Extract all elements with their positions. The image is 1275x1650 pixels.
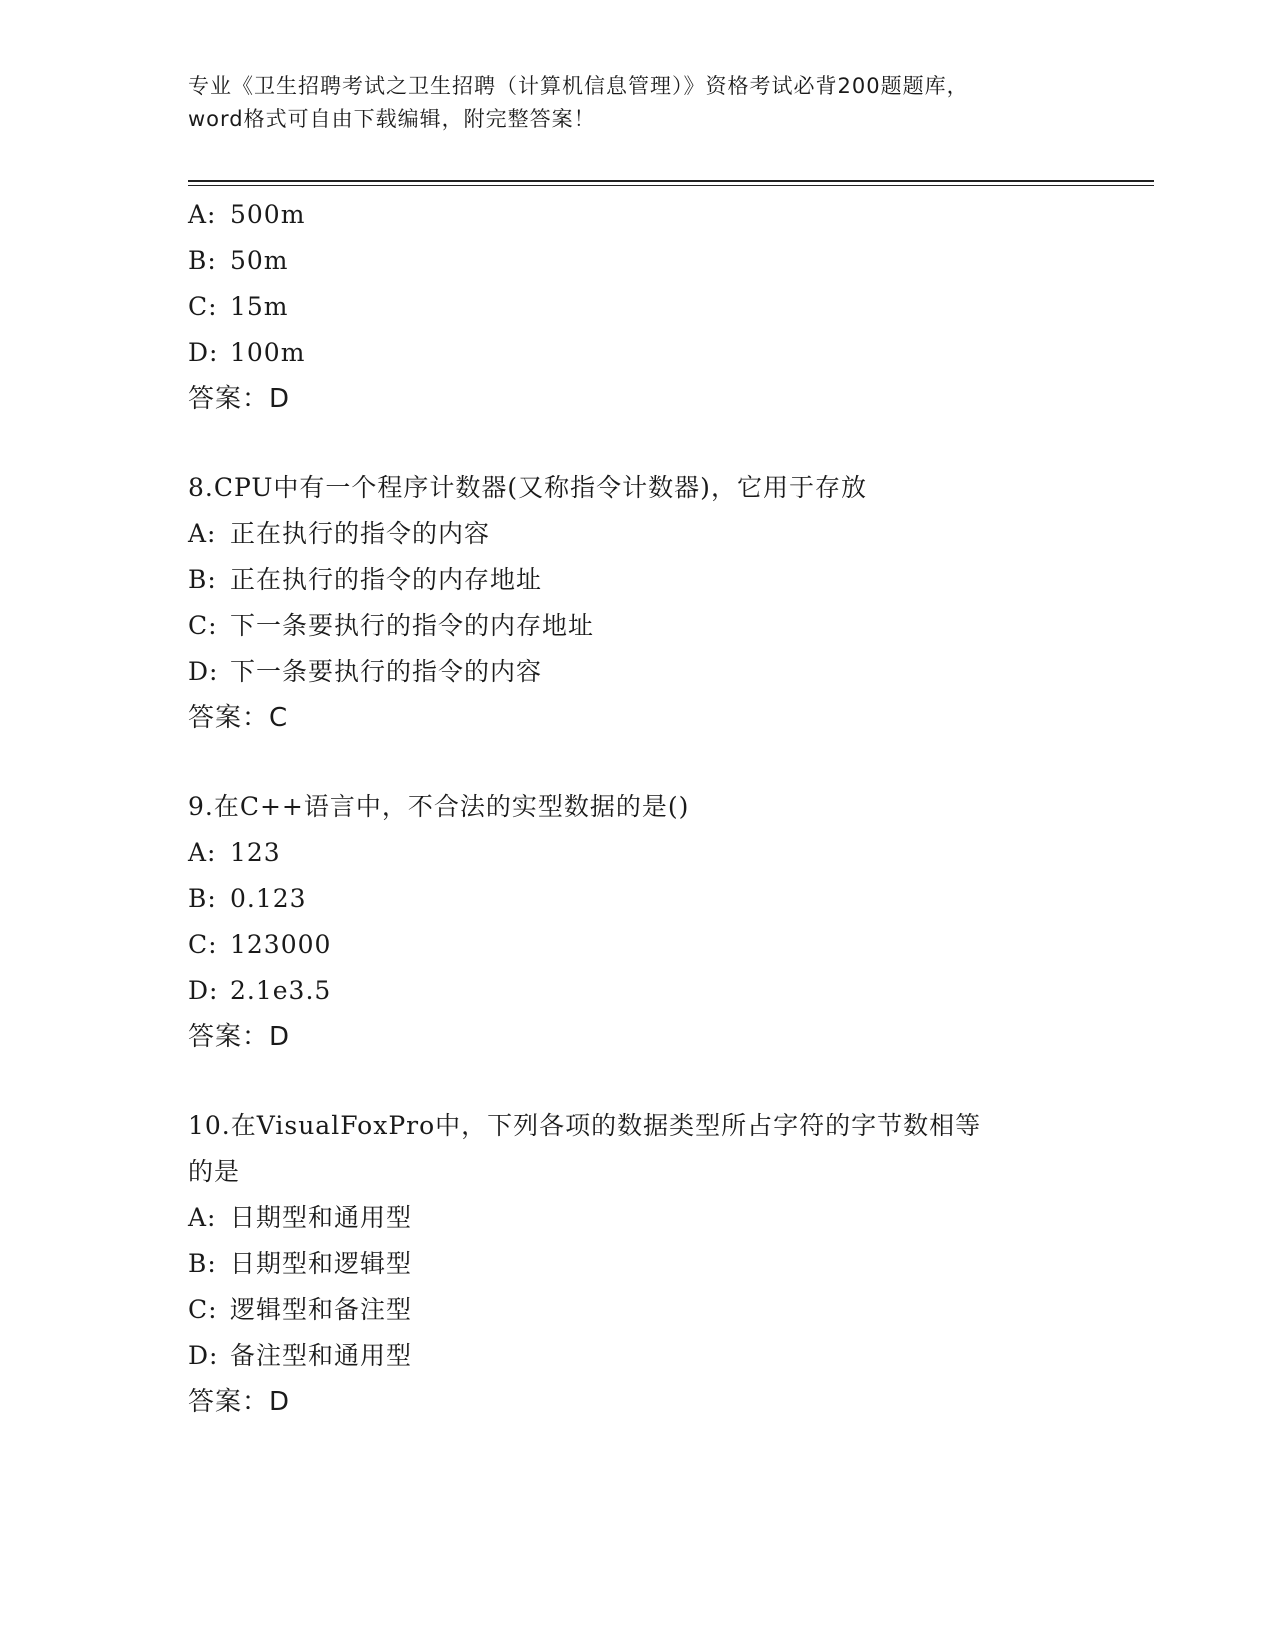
option-c: C: 123000: [188, 930, 332, 959]
option-b: B: 50m: [188, 246, 289, 275]
option-c: C: 15m: [188, 292, 289, 321]
question-9: [188, 784, 1088, 1060]
option-a: A: 123: [188, 838, 281, 867]
question-list: [188, 192, 1088, 1425]
header-divider-thin: [188, 185, 1154, 186]
option-d: D: 2.1e3.5: [188, 976, 332, 1005]
question-continued: [188, 192, 1088, 422]
answer: 答案：C: [188, 703, 289, 733]
header-line-2: word格式可自由下载编辑，附完整答案！: [188, 107, 596, 131]
header-divider-thick: [188, 180, 1154, 182]
question-8: [188, 465, 1088, 741]
answer: 答案：D: [188, 384, 291, 414]
answer: 答案：D: [188, 1022, 291, 1052]
option-b: B: 日期型和逻辑型: [188, 1249, 413, 1278]
answer: 答案：D: [188, 1387, 291, 1417]
header-line-1: 专业《卫生招聘考试之卫生招聘（计算机信息管理）》资格考试必背200题题库，: [188, 74, 969, 98]
option-a: A: 500m: [188, 200, 306, 229]
option-d: D: 100m: [188, 338, 306, 367]
option-c: C: 下一条要执行的指令的内存地址: [188, 611, 595, 640]
option-c: C: 逻辑型和备注型: [188, 1295, 413, 1324]
question-stem-line-1: 10.在VisualFoxPro中，下列各项的数据类型所占字符的字节数相等: [188, 1111, 982, 1140]
option-b: B: 正在执行的指令的内存地址: [188, 565, 543, 594]
document-header: [188, 70, 1088, 136]
question-stem: 8.CPU中有一个程序计数器(又称指令计数器)，它用于存放: [188, 473, 867, 502]
option-d: D: 备注型和通用型: [188, 1341, 413, 1370]
option-b: B: 0.123: [188, 884, 307, 913]
question-stem: 9.在C++语言中，不合法的实型数据的是(): [188, 792, 690, 821]
option-a: A: 正在执行的指令的内容: [188, 519, 491, 548]
question-stem-line-2: 的是: [188, 1157, 241, 1186]
option-a: A: 日期型和通用型: [188, 1203, 413, 1232]
option-d: D: 下一条要执行的指令的内容: [188, 657, 543, 686]
question-10: [188, 1103, 1088, 1425]
